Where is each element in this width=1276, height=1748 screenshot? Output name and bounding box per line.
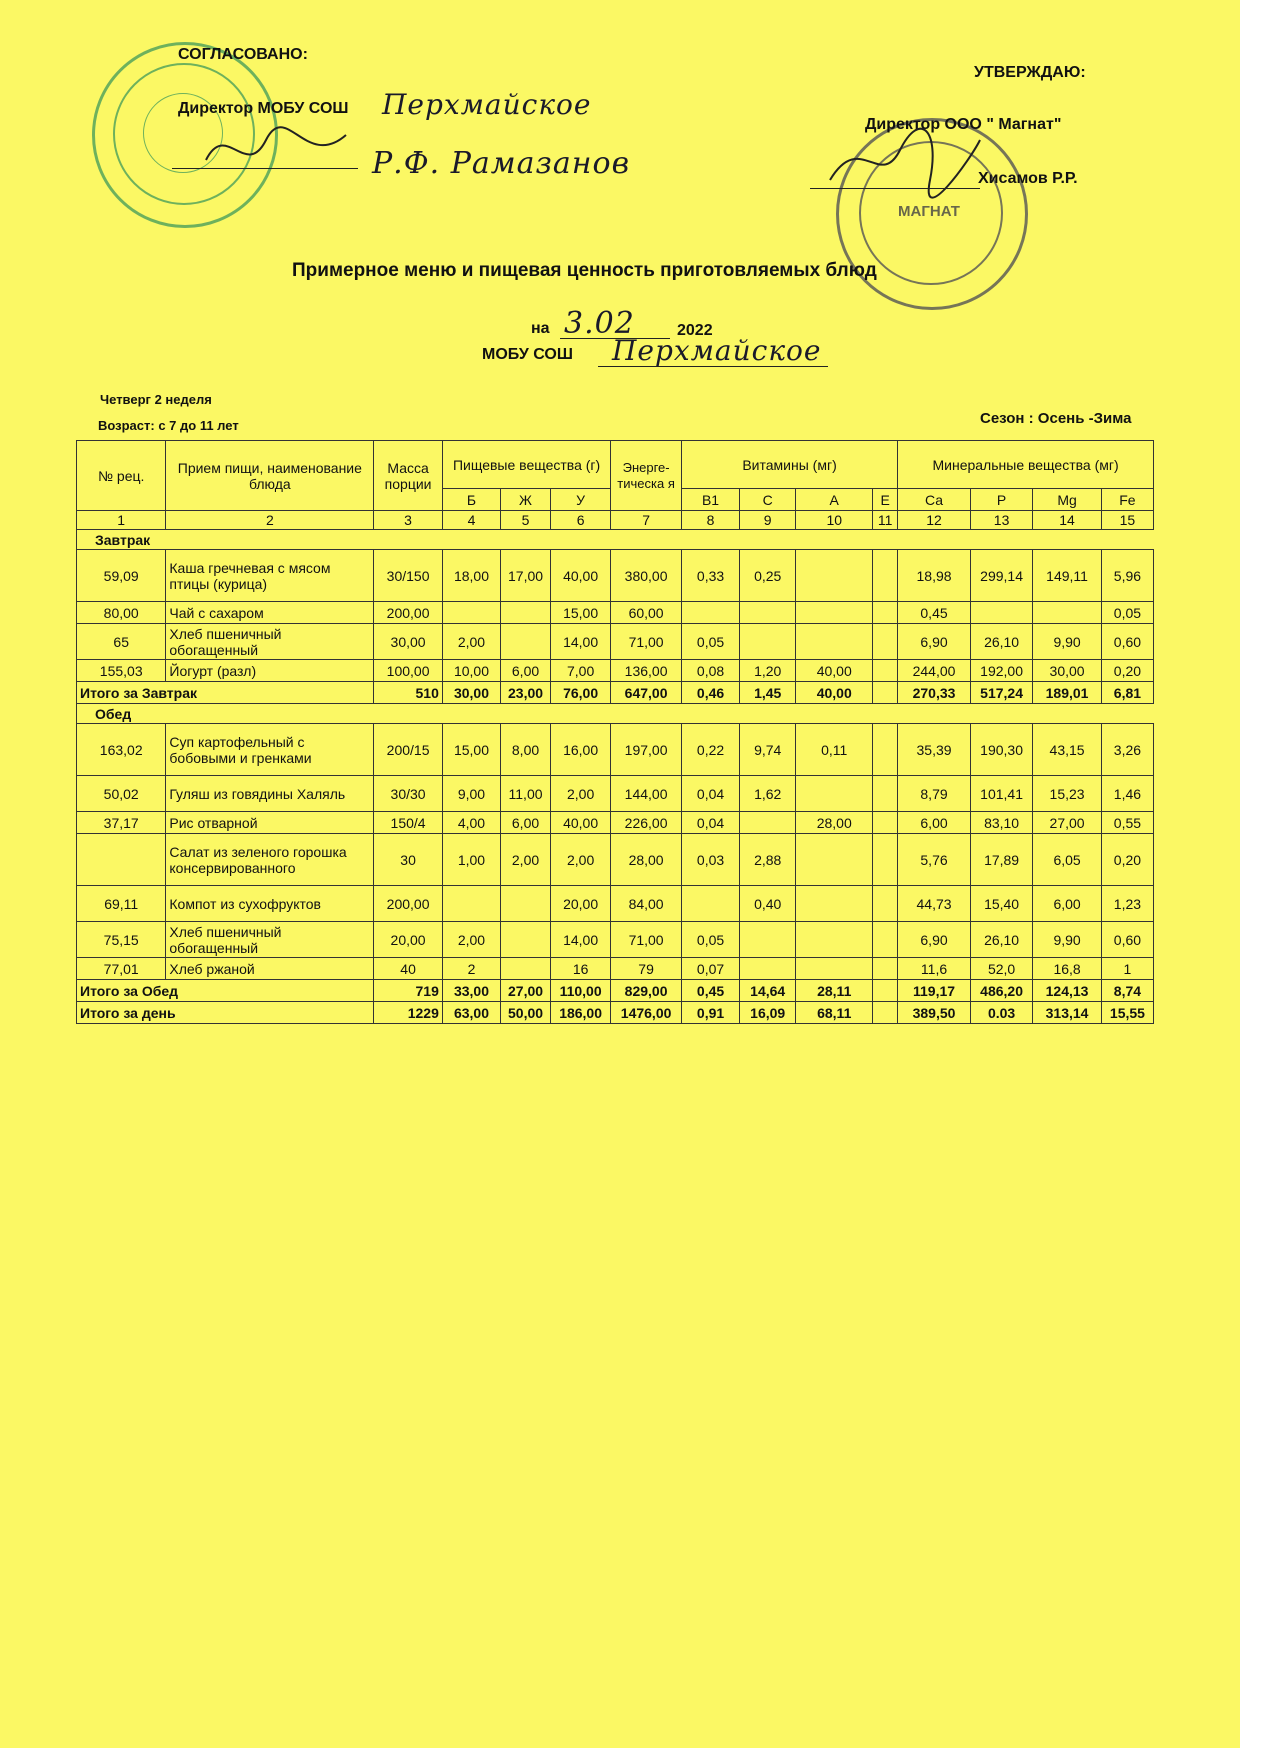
nutrient-value: 84,00 [611,886,682,922]
total-value: 647,00 [611,682,682,704]
dish-name: Чай с сахаром [166,602,374,624]
nutrient-value: 11,00 [501,776,551,812]
nutrient-value: 226,00 [611,812,682,834]
column-number: 15 [1101,511,1153,530]
table-row [77,886,1154,922]
total-value: 30,00 [442,682,500,704]
header-nutrients: Пищевые вещества (г) [442,441,610,489]
nutrient-value: 9,00 [442,776,500,812]
nutrient-value: 2,00 [550,776,610,812]
total-value: 33,00 [442,980,500,1002]
recipe-number: 50,02 [77,776,166,812]
nutrient-value [873,624,898,660]
header-p: Р [970,489,1032,511]
nutrient-value: 71,00 [611,922,682,958]
header-a: А [796,489,873,511]
total-label: Итого за Завтрак [77,682,374,704]
nutrient-value: 16,00 [550,724,610,776]
nutrient-value: 6,00 [501,812,551,834]
nutrient-value: 2 [442,958,500,980]
total-value: 313,14 [1033,1002,1102,1024]
header-mass: Масса порции [374,441,443,511]
age-label: Возраст: с 7 до 11 лет [98,418,239,433]
day-label: Четверг 2 неделя [100,392,212,407]
nutrient-value [501,624,551,660]
nutrient-value [501,602,551,624]
dish-name: Йогурт (разл) [166,660,374,682]
date-prefix: на [531,320,550,337]
approval-right-name: Хисамов Р.Р. [978,170,1078,187]
recipe-number: 77,01 [77,958,166,980]
nutrient-value: 9,90 [1033,922,1102,958]
nutrient-value [873,660,898,682]
signature-scribble-left [196,120,356,180]
nutrient-value: 79 [611,958,682,980]
nutrient-value: 8,00 [501,724,551,776]
nutrient-value [796,834,873,886]
nutrient-value: 150/4 [374,812,443,834]
nutrient-value: 35,39 [898,724,971,776]
header-ca: Са [898,489,971,511]
nutrient-value [873,886,898,922]
signature-scribble-right [820,120,990,200]
total-value [873,980,898,1002]
nutrient-value: 0,20 [1101,660,1153,682]
lunch-total-row [77,980,1154,1002]
recipe-number: 37,17 [77,812,166,834]
column-number: 4 [442,511,500,530]
total-value: 486,20 [970,980,1032,1002]
nutrient-value: 0,25 [740,550,796,602]
nutrient-value [796,958,873,980]
recipe-number: 65 [77,624,166,660]
nutrient-value: 0,55 [1101,812,1153,834]
nutrient-value: 244,00 [898,660,971,682]
nutrient-value: 40,00 [796,660,873,682]
header-protein: Б [442,489,500,511]
handwritten-date: 3.02 [564,306,635,341]
nutrient-value [442,886,500,922]
nutrient-value: 20,00 [374,922,443,958]
nutrient-value: 11,6 [898,958,971,980]
nutrient-value [796,886,873,922]
total-mass: 719 [374,980,443,1002]
nutrient-value: 6,05 [1033,834,1102,886]
total-value: 110,00 [550,980,610,1002]
total-value: 6,81 [1101,682,1153,704]
column-number: 10 [796,511,873,530]
nutrient-value: 200/15 [374,724,443,776]
total-value: 50,00 [501,1002,551,1024]
column-number: 11 [873,511,898,530]
nutrient-value: 30,00 [1033,660,1102,682]
day-total-row [77,1002,1154,1024]
total-value: 189,01 [1033,682,1102,704]
nutrient-value: 15,00 [550,602,610,624]
total-value: 16,09 [740,1002,796,1024]
nutrient-value: 144,00 [611,776,682,812]
dish-name: Хлеб ржаной [166,958,374,980]
total-value: 63,00 [442,1002,500,1024]
dish-name: Хлеб пшеничный обогащенный [166,624,374,660]
nutrient-value: 71,00 [611,624,682,660]
nutrient-value: 299,14 [970,550,1032,602]
nutrient-value: 2,00 [442,922,500,958]
nutrient-value [501,958,551,980]
column-number: 6 [550,511,610,530]
total-value: 829,00 [611,980,682,1002]
header-fe: Fe [1101,489,1153,511]
nutrient-value [501,922,551,958]
nutrient-value: 197,00 [611,724,682,776]
nutrient-value: 26,10 [970,922,1032,958]
nutrient-value: 18,98 [898,550,971,602]
approval-right-heading: УТВЕРЖДАЮ: [974,64,1086,81]
nutrient-value: 14,00 [550,624,610,660]
table-row [77,834,1154,886]
nutrient-value [873,602,898,624]
total-value: 186,00 [550,1002,610,1024]
total-mass: 1229 [374,1002,443,1024]
total-value: 28,11 [796,980,873,1002]
total-label: Итого за день [77,1002,374,1024]
nutrient-value: 44,73 [898,886,971,922]
dish-name: Суп картофельный с бобовыми и гренками [166,724,374,776]
nutrient-value [796,624,873,660]
recipe-number: 80,00 [77,602,166,624]
section-breakfast: Завтрак [77,530,1154,550]
nutrient-value: 1,00 [442,834,500,886]
nutrient-value: 190,30 [970,724,1032,776]
recipe-number [77,834,166,886]
nutrient-value: 15,23 [1033,776,1102,812]
table-row [77,624,1154,660]
dish-name: Хлеб пшеничный обогащенный [166,922,374,958]
column-number: 7 [611,511,682,530]
table-row [77,550,1154,602]
handwritten-director-name: Р.Ф. Рамазанов [372,146,631,181]
nutrient-value: 60,00 [611,602,682,624]
table-row [77,922,1154,958]
nutrient-value: 0,05 [681,922,739,958]
nutrient-value: 6,90 [898,624,971,660]
total-value: 68,11 [796,1002,873,1024]
table-row [77,812,1154,834]
column-number: 13 [970,511,1032,530]
recipe-number: 163,02 [77,724,166,776]
total-value: 0,46 [681,682,739,704]
nutrient-value: 83,10 [970,812,1032,834]
section-lunch: Обед [77,704,1154,724]
nutrient-value [970,602,1032,624]
nutrient-value: 9,90 [1033,624,1102,660]
header-e: Е [873,489,898,511]
dish-name: Гуляш из говядины Халяль [166,776,374,812]
nutrient-value: 0,60 [1101,922,1153,958]
total-value: 124,13 [1033,980,1102,1002]
menu-table [76,440,1154,1024]
table-row [77,660,1154,682]
table-row [77,602,1154,624]
nutrient-value: 0,05 [681,624,739,660]
header-mg: Mg [1033,489,1102,511]
nutrient-value: 0,03 [681,834,739,886]
total-value: 119,17 [898,980,971,1002]
total-value: 27,00 [501,980,551,1002]
nutrient-value: 43,15 [1033,724,1102,776]
nutrient-value: 6,00 [501,660,551,682]
nutrient-value: 27,00 [1033,812,1102,834]
nutrient-value [740,602,796,624]
nutrient-value [873,550,898,602]
nutrient-value: 5,76 [898,834,971,886]
approval-left-heading: СОГЛАСОВАНО: [178,46,308,63]
nutrient-value: 17,00 [501,550,551,602]
header-b1: В1 [681,489,739,511]
header-meal: Прием пищи, наименование блюда [166,441,374,511]
nutrient-value [796,922,873,958]
nutrient-value: 200,00 [374,886,443,922]
nutrient-value [740,958,796,980]
total-mass: 510 [374,682,443,704]
nutrient-value: 28,00 [796,812,873,834]
nutrient-value: 136,00 [611,660,682,682]
nutrient-value: 20,00 [550,886,610,922]
dish-name: Компот из сухофруктов [166,886,374,922]
nutrient-value: 17,89 [970,834,1032,886]
nutrient-value: 52,0 [970,958,1032,980]
nutrient-value [740,922,796,958]
nutrient-value [796,776,873,812]
handwritten-school: Перхмайское [612,334,822,367]
nutrient-value [501,886,551,922]
total-value: 0,91 [681,1002,739,1024]
nutrient-value: 380,00 [611,550,682,602]
nutrient-value [681,886,739,922]
column-number: 2 [166,511,374,530]
nutrient-value: 0,22 [681,724,739,776]
column-number: 14 [1033,511,1102,530]
school-prefix: МОБУ СОШ [482,346,573,363]
nutrient-value: 0,40 [740,886,796,922]
nutrient-value: 16 [550,958,610,980]
nutrient-value: 1 [1101,958,1153,980]
header-c: С [740,489,796,511]
handwritten-school-name: Перхмайское [382,88,592,121]
nutrient-value [873,922,898,958]
total-value: 23,00 [501,682,551,704]
total-value: 1476,00 [611,1002,682,1024]
nutrient-value: 7,00 [550,660,610,682]
scan-margin [1240,0,1276,1748]
nutrient-value: 5,96 [1101,550,1153,602]
nutrient-value: 18,00 [442,550,500,602]
recipe-number: 75,15 [77,922,166,958]
dish-name: Салат из зеленого горошка консервированного [166,834,374,886]
recipe-number: 59,09 [77,550,166,602]
total-value: 270,33 [898,682,971,704]
column-number: 3 [374,511,443,530]
column-number: 12 [898,511,971,530]
nutrient-value: 30 [374,834,443,886]
nutrient-value: 8,79 [898,776,971,812]
approval-left-position: Директор МОБУ СОШ [178,100,349,117]
nutrient-value: 2,00 [550,834,610,886]
header-rec-number: № рец. [77,441,166,511]
breakfast-total-row [77,682,1154,704]
total-value [873,682,898,704]
total-value: 517,24 [970,682,1032,704]
column-number: 8 [681,511,739,530]
nutrient-value: 0,11 [796,724,873,776]
nutrient-value [873,776,898,812]
nutrient-value [442,602,500,624]
nutrient-value: 0,04 [681,776,739,812]
nutrient-value [740,812,796,834]
page-title: Примерное меню и пищевая ценность приготовляемых блюд [292,260,877,281]
nutrient-value: 192,00 [970,660,1032,682]
season-label: Сезон : Осень -Зима [980,410,1132,427]
total-value: 76,00 [550,682,610,704]
nutrient-value [681,602,739,624]
nutrient-value: 4,00 [442,812,500,834]
header-carbs: У [550,489,610,511]
nutrient-value: 30/30 [374,776,443,812]
nutrient-value: 0,33 [681,550,739,602]
total-value: 0,45 [681,980,739,1002]
nutrient-value: 0,20 [1101,834,1153,886]
nutrient-value: 40,00 [550,812,610,834]
nutrient-value [796,602,873,624]
total-label: Итого за Обед [77,980,374,1002]
nutrient-value: 15,00 [442,724,500,776]
total-value: 0.03 [970,1002,1032,1024]
dish-name: Каша гречневая с мясом птицы (курица) [166,550,374,602]
nutrient-value [796,550,873,602]
nutrient-value: 16,8 [1033,958,1102,980]
nutrient-value: 1,20 [740,660,796,682]
seal-logo-text: МАГНАТ [898,203,960,220]
nutrient-value: 28,00 [611,834,682,886]
nutrient-value: 200,00 [374,602,443,624]
nutrient-value: 100,00 [374,660,443,682]
nutrient-value [873,834,898,886]
nutrient-value: 40 [374,958,443,980]
total-value: 1,45 [740,682,796,704]
total-value: 40,00 [796,682,873,704]
nutrient-value: 149,11 [1033,550,1102,602]
nutrient-value: 1,23 [1101,886,1153,922]
nutrient-value: 15,40 [970,886,1032,922]
nutrient-value: 2,00 [501,834,551,886]
approval-right-position: Директор ООО " Магнат" [865,116,1062,133]
nutrient-value: 0,45 [898,602,971,624]
nutrient-value: 10,00 [442,660,500,682]
nutrient-value: 40,00 [550,550,610,602]
header-energy: Энерге-тическа я [611,441,682,511]
header-fat: Ж [501,489,551,511]
nutrient-value: 1,46 [1101,776,1153,812]
nutrient-value: 14,00 [550,922,610,958]
column-number: 5 [501,511,551,530]
total-value: 8,74 [1101,980,1153,1002]
nutrient-value: 30,00 [374,624,443,660]
nutrient-value [1033,602,1102,624]
table-row [77,724,1154,776]
nutrient-value: 6,90 [898,922,971,958]
total-value: 389,50 [898,1002,971,1024]
nutrient-value: 0,08 [681,660,739,682]
nutrient-value: 101,41 [970,776,1032,812]
nutrient-value: 26,10 [970,624,1032,660]
nutrient-value [873,812,898,834]
recipe-number: 69,11 [77,886,166,922]
nutrient-value: 6,00 [898,812,971,834]
dish-name: Рис отварной [166,812,374,834]
nutrient-value: 0,07 [681,958,739,980]
header-minerals: Минеральные вещества (мг) [898,441,1154,489]
nutrient-value [873,958,898,980]
total-value: 14,64 [740,980,796,1002]
header-vitamins: Витамины (мг) [681,441,897,489]
nutrient-value: 2,00 [442,624,500,660]
nutrient-value: 0,05 [1101,602,1153,624]
total-value: 15,55 [1101,1002,1153,1024]
table-row [77,776,1154,812]
nutrient-value: 6,00 [1033,886,1102,922]
column-number: 1 [77,511,166,530]
nutrient-value: 3,26 [1101,724,1153,776]
nutrient-value: 1,62 [740,776,796,812]
date-year: 2022 [677,322,713,339]
recipe-number: 155,03 [77,660,166,682]
total-value [873,1002,898,1024]
column-number: 9 [740,511,796,530]
nutrient-value [873,724,898,776]
nutrient-value: 2,88 [740,834,796,886]
nutrient-value: 30/150 [374,550,443,602]
table-row [77,958,1154,980]
nutrient-value: 9,74 [740,724,796,776]
nutrient-value: 0,04 [681,812,739,834]
nutrient-value: 0,60 [1101,624,1153,660]
nutrient-value [740,624,796,660]
